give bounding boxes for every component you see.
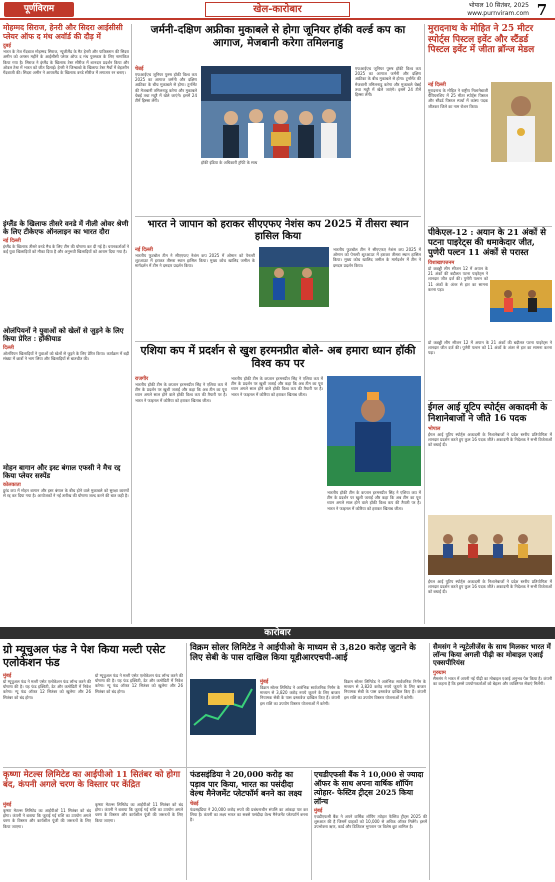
body-eagle: ईगल आई यूटिप स्पोर्ट्स अकादमी के निशानेबाजों ने प्रदेश स्तरीय प्रतियोगिता में शानदार प्रदर्शन करते हुए कुल 16 पदक जीते। अकादमी के निदेशक ने सभी विजेताओं को बधाई दी। xyxy=(428,432,552,448)
byline-england: नई दिल्ली xyxy=(3,238,21,245)
byline-vikram: मुंबई xyxy=(260,679,269,685)
pkl-story xyxy=(428,228,552,398)
divider xyxy=(3,767,426,768)
headline-olympic: ओलंपियनों ने युवाओं को खेलों से जुड़ने के लिए किया प्रेरित : हॉकीयाड xyxy=(3,326,124,344)
body-siraj: भारत के तेज गेंदबाज मोहम्मद सिराज, न्यूजीलैंड के मैट हेनरी और पाकिस्तान की सिदरा अमीन को अगस्त महीने के आईसीसी प्लेयर ऑफ द मंथ पुरस्कार के लिए नामांकित किया गया है। सिराज ने इंग्लैंड के खिलाफ टेस्ट सीरीज में शानदार प्रदर्शन किया और ओवल टेस्ट में भारत को जीत दिलाई। हेनरी ने जिम्बाब्वे के खिलाफ टेस्ट मैचों में बेहतरीन गेंदबाजी की। सिदरा अमीन ने आयरलैंड के खिलाफ वनडे सीरीज में लगातार रन बनाए। xyxy=(3,49,129,75)
byline-siraj: दुबई xyxy=(3,43,11,50)
headline-harmanpreet: एशिया कप में प्रदर्शन से खुश हरमनप्रीत बोले- अब हमारा ध्यान हॉकी विश्व कप पर xyxy=(140,344,416,370)
byline-pkl: विशाखापत्तनम xyxy=(428,260,455,266)
hdfc-story xyxy=(314,770,427,880)
body-groww: ग्रो म्यूचुअल फंड ने मल्टी एसेट एलोकेशन फंड लॉन्च करने की घोषणा की है। यह फंड इक्विटी, डेट और कमोडिटी में निवेश करेगा। न्यू फंड ऑफर 12 सितंबर को खुलेगा और 26 सितंबर को बंद होगा। xyxy=(3,679,91,700)
byline-junior-hockey: चेन्नई xyxy=(135,66,144,72)
junior-hockey-story xyxy=(135,24,421,214)
headline-fundsindia: फंडसइंडिया ने 20,000 करोड़ का पड़ाव पार किया, भारत का पसंदीदा वेल्थ मैनेजमेंट प्लेटफॉर्म बनने का लक्ष्य xyxy=(190,769,302,798)
body-olympic: ओलंपियन खिलाड़ियों ने युवाओं को खेलों से जुड़ने के लिए प्रेरित किया। कार्यक्रम में बड़ी संख्या में छात्रों ने भाग लिया और खिलाड़ियों से बातचीत की। xyxy=(3,351,129,362)
body-harmanpreet-col3: भारतीय हॉकी टीम के कप्तान हरमनप्रीत सिंह ने एशिया कप में टीम के प्रदर्शन पर खुशी जताई और कहा कि अब टीम का पूरा ध्यान अगले साल होने वाले हॉकी विश्व कप की तैयारी पर है। भारत ने फाइनल में कोरिया को हराकर खिताब जीता। xyxy=(327,490,421,511)
headline-eagle: ईगल आई यूटिप स्पोर्ट्स अकादमी के निशानेबाजों ने जीते 16 पदक xyxy=(428,403,548,424)
groww-story xyxy=(3,643,183,765)
shooter-story xyxy=(428,24,552,224)
byline-hdfc: मुंबई xyxy=(314,808,323,814)
newspaper-logo: पूर्णविराम xyxy=(4,2,74,17)
website: www.purnviram.com xyxy=(467,10,529,17)
divider xyxy=(135,216,421,217)
body-junior-hockey-cont: एफआईएच जूनियर पुरुष हॉकी विश्व कप 2025 का आगाज जर्मनी और दक्षिण अफ्रीका के बीच मुकाबले से होगा। टूर्नामेंट की मेजबानी तमिलनाडु करेगा और मुकाबले चेन्नई तथा मदुरै में खेले जाएंगे। इसमें 24 टीमें हिस्सा लेंगी। xyxy=(355,66,421,98)
divider xyxy=(135,341,421,342)
headline-pkl: पीकेएल-12 : अयान के 21 अंकों से पटना पाइरेट्स की धमाकेदार जीत, पुणेरी पल्टन 11 अंकों से परास्त xyxy=(428,228,546,258)
body-junior-hockey: एफआईएच जूनियर पुरुष हॉकी विश्व कप 2025 का आगाज जर्मनी और दक्षिण अफ्रीका के बीच मुकाबले से होगा। टूर्नामेंट की मेजबानी तमिलनाडु करेगा और मुकाबले चेन्नई तथा मदुरै में खेले जाएंगे। इसमें 24 टीमें हिस्सा लेंगी। xyxy=(135,72,197,104)
headline-england: इंग्लैंड के खिलाफ तीसरे वनडे में नीली ओवर श्रेणी के लिए टीकेएफ ऑनलाइन का भारत दौरा xyxy=(3,219,129,237)
byline-olympic: दिल्ली xyxy=(3,345,14,352)
byline-groww: मुंबई xyxy=(3,673,12,679)
body-eagle-cont: ईगल आई यूटिप स्पोर्ट्स अकादमी के निशानेबाजों ने प्रदेश स्तरीय प्रतियोगिता में शानदार प्रदर्शन करते हुए कुल 16 पदक जीते। अकादमी के निदेशक ने सभी विजेताओं को बधाई दी। xyxy=(428,579,552,595)
body-fundsindia: फंडसइंडिया ने 20,000 करोड़ रुपये की प्रबंधनाधीन संपत्ति का आंकड़ा पार कर लिया है। कंपनी का लक्ष्य भारत का सबसे पसंदीदा वेल्थ मैनेजमेंट प्लेटफॉर्म बनना है। xyxy=(190,806,308,822)
headline-hdfc: एचडीएफसी बैंक ने 10,000 से ज्यादा ऑफर के साथ अपना वार्षिक शॉपिंग त्योहार- फेस्टिव ट्रीट्स 2025 किया लॉन्च xyxy=(314,770,424,806)
shooter-photo xyxy=(491,82,552,162)
football-photo xyxy=(259,247,329,307)
byline-eagle: भोपाल xyxy=(428,426,441,432)
body-vikram: विक्रम सोलर लिमिटेड ने आरंभिक सार्वजनिक निर्गम के माध्यम से 3,820 करोड़ रुपये जुटाने के लिए बाजार नियामक सेबी के पास दस्तावेज दाखिल किए हैं। कंपनी इस राशि का उपयोग विस्तार योजनाओं में करेगी। xyxy=(260,685,340,706)
column-divider xyxy=(424,24,425,624)
headline-siraj: मोहम्मद सिराज, हेनरी और सिदरा आईसीसी प्लेयर ऑफ द मंथ अवॉर्ड की दौड़ में xyxy=(3,23,123,41)
krishna-story xyxy=(3,770,183,880)
body-pkl: प्रो कबड्डी लीग सीजन 12 में अयान के 21 अंकों की बदौलत पटना पाइरेट्स ने शानदार जीत दर्ज की। पुणेरी पल्टन को 11 अंकों के अंतर से हार का सामना करना पड़ा। xyxy=(428,266,488,292)
headline-samsung: सैमसंग ने न्यूटेलीजेंस के साथ मिलकर भारत में लॉन्च किया अगली पीढ़ी का मोबाइल एआई एक्सपीरियंस xyxy=(433,642,551,668)
photo-caption-junior-hockey: हॉकी इंडिया के अधिकारी ट्रॉफी के साथ xyxy=(201,160,258,165)
body-murudnath: मुरादनाथ के मोहित ने राष्ट्रीय निशानेबाजी चैंपियनशिप में 25 मीटर स्पोर्ट्स पिस्टल और स्टैंडर्ड पिस्टल स्पर्धा में कांस्य पदक जीतकर जिले का नाम रोशन किया। xyxy=(428,88,488,109)
kabaddi-photo xyxy=(490,280,552,322)
body-mohun-bagan: डूरंड कप में मोहन बागान और इस्ट बंगाल के बीच होने वाले मुकाबले को सुरक्षा कारणों से रद्द कर दिया गया है। आयोजकों ने नई तारीख की घोषणा जल्द करने की बात कही है। xyxy=(3,488,129,499)
divider xyxy=(428,400,552,401)
fundsindia-story xyxy=(190,770,308,880)
harmanpreet-photo xyxy=(327,376,421,486)
ipo-graphic xyxy=(190,679,256,735)
date: भोपाल 10 सितंबर, 2025 xyxy=(468,2,529,9)
body-england: इंग्लैंड के खिलाफ तीसरे वनडे मैच के लिए टीम की घोषणा कर दी गई है। चयनकर्ताओं ने कई युवा खिलाड़ियों को मौका दिया है और अनुभवी खिलाड़ियों को आराम दिया गया है। xyxy=(3,244,129,255)
harmanpreet-story xyxy=(135,344,421,624)
body-vikram-cont: विक्रम सोलर लिमिटेड ने आरंभिक सार्वजनिक निर्गम के माध्यम से 3,820 करोड़ रुपये जुटाने के लिए बाजार नियामक सेबी के पास दस्तावेज दाखिल किए हैं। कंपनी इस राशि का उपयोग विस्तार योजनाओं में करेगी। xyxy=(344,679,426,700)
body-krishna-cont: कृष्णा मेटल्स लिमिटेड का आईपीओ 11 सितंबर को बंद होगा। कंपनी ने बताया कि जुटाई गई राशि का उपयोग अगले चरण के विस्तार और कार्यशील पूंजी की जरूरतों के लिए किया जाएगा। xyxy=(95,802,183,823)
headline-vikram: विक्रम सोलर लिमिटेड ने आईपीओ के माध्यम से 3,820 करोड़ जुटाने के लिए सेबी के पास दाखिल किया यूडीआरएचपी-आई xyxy=(190,643,416,663)
business-section-band xyxy=(0,627,555,639)
body-harmanpreet-col2: भारतीय हॉकी टीम के कप्तान हरमनप्रीत सिंह ने एशिया कप में टीम के प्रदर्शन पर खुशी जताई और कहा कि अब टीम का पूरा ध्यान अगले साल होने वाले हॉकी विश्व कप की तैयारी पर है। भारत ने फाइनल में कोरिया को हराकर खिताब जीता। xyxy=(231,376,323,397)
byline-krishna: मुंबई xyxy=(3,802,12,808)
headline-cafa: भारत ने जापान को हराकर सीएएफए नेशंस कप 2025 में तीसरा स्थान हासिल किया xyxy=(147,219,409,242)
masthead xyxy=(0,0,555,20)
divider xyxy=(428,226,552,227)
headline-mohun-bagan: मोहन बागान और इस्ट बंगाल एफसी ने मैच रद्द किया प्लेयर सस्पेंड xyxy=(3,463,121,481)
body-krishna: कृष्णा मेटल्स लिमिटेड का आईपीओ 11 सितंबर को बंद होगा। कंपनी ने बताया कि जुटाई गई राशि का उपयोग अगले चरण के विस्तार और कार्यशील पूंजी की जरूरतों के लिए किया जाएगा। xyxy=(3,808,91,829)
body-pkl-cont: प्रो कबड्डी लीग सीजन 12 में अयान के 21 अंकों की बदौलत पटना पाइरेट्स ने शानदार जीत दर्ज की। पुणेरी पल्टन को 11 अंकों के अंतर से हार का सामना करना पड़ा। xyxy=(428,340,552,356)
byline-mohun-bagan: कोलकाता xyxy=(3,482,21,489)
body-harmanpreet: भारतीय हॉकी टीम के कप्तान हरमनप्रीत सिंह ने एशिया कप में टीम के प्रदर्शन पर खुशी जताई और कहा कि अब टीम का पूरा ध्यान अगले साल होने वाले हॉकी विश्व कप की तैयारी पर है। भारत ने फाइनल में कोरिया को हराकर खिताब जीता। xyxy=(135,382,227,403)
byline-fundsindia: चेन्नई xyxy=(190,800,199,807)
eagle-story xyxy=(428,403,552,625)
byline-samsung: गुरुग्राम xyxy=(433,669,446,676)
shooting-team-photo xyxy=(428,515,552,575)
byline-harmanpreet: राजगीर xyxy=(135,376,149,382)
body-cafa: भारतीय फुटबॉल टीम ने सीएएफए नेशंस कप 2025 में ओमान को पेनल्टी शूटआउट में हराकर तीसरा स्थान हासिल किया। मुख्य कोच खालिद जमील के मार्गदर्शन में टीम ने दमदार प्रदर्शन किया। xyxy=(135,253,255,269)
body-cafa-cont: भारतीय फुटबॉल टीम ने सीएएफए नेशंस कप 2025 में ओमान को पेनल्टी शूटआउट में हराकर तीसरा स्थान हासिल किया। मुख्य कोच खालिद जमील के मार्गदर्शन में टीम ने दमदार प्रदर्शन किया। xyxy=(333,247,421,268)
byline-cafa: नई दिल्ली xyxy=(135,247,153,253)
samsung-story xyxy=(433,643,552,878)
section-title: खेल-कारोबार xyxy=(205,2,350,17)
column-divider xyxy=(429,643,430,880)
body-groww-cont: ग्रो म्यूचुअल फंड ने मल्टी एसेट एलोकेशन फंड लॉन्च करने की घोषणा की है। यह फंड इक्विटी, डेट और कमोडिटी में निवेश करेगा। न्यू फंड ऑफर 12 सितंबर को खुलेगा और 26 सितंबर को बंद होगा। xyxy=(95,673,183,694)
vikram-story xyxy=(190,643,426,765)
column-divider xyxy=(311,770,312,880)
headline-junior-hockey: जर्मनी-दक्षिण अफ्रीका मुकाबले से होगा जूनियर हॉकी वर्ल्ड कप का आगाज, मेजबानी करेगा तमिलनाडु xyxy=(150,24,406,49)
business-band-label: कारोबार xyxy=(264,628,291,638)
byline-murudnath: नई दिल्ली xyxy=(428,82,446,88)
hockey-event-photo xyxy=(201,66,351,158)
headline-krishna: कृष्णा मेटल्स लिमिटेड का आईपीओ 11 सितंबर को होगा बंद, कंपनी अगले चरण के विस्तार पर केंद्रित xyxy=(3,770,181,790)
dateline xyxy=(409,2,529,18)
headline-murudnath: मुरादनाथ के मोहित ने 25 मीटर स्पोर्ट्स पिस्टल इवेंट और स्टैंडर्ड पिस्टल इवेंट में जीता ब्रॉन्ज मेडल xyxy=(428,24,535,55)
cafa-story xyxy=(135,219,421,339)
column-divider xyxy=(186,643,187,880)
column-divider xyxy=(131,24,132,624)
headline-groww: ग्रो म्यूचुअल फंड ने पेश किया मल्टी एसेट एलोकेशन फंड xyxy=(3,643,166,669)
body-hdfc: एचडीएफसी बैंक ने अपने वार्षिक शॉपिंग त्योहार फेस्टिव ट्रीट्स 2025 की शुरुआत की है जिसमें ग्राहकों को 10,000 से अधिक ऑफर मिलेंगे। इसमें उपभोक्ता ऋण, कार्ड और डिजिटल भुगतान पर विशेष छूट शामिल है। xyxy=(314,814,427,830)
body-samsung: सैमसंग ने भारत में अपनी नई पीढ़ी का मोबाइल एआई अनुभव पेश किया है। कंपनी का कहना है कि इससे उपयोगकर्ताओं को बेहतर और व्यक्तिगत सेवाएं मिलेंगी। xyxy=(433,675,552,686)
left-column xyxy=(3,24,129,624)
page-number: 7 xyxy=(536,1,548,19)
